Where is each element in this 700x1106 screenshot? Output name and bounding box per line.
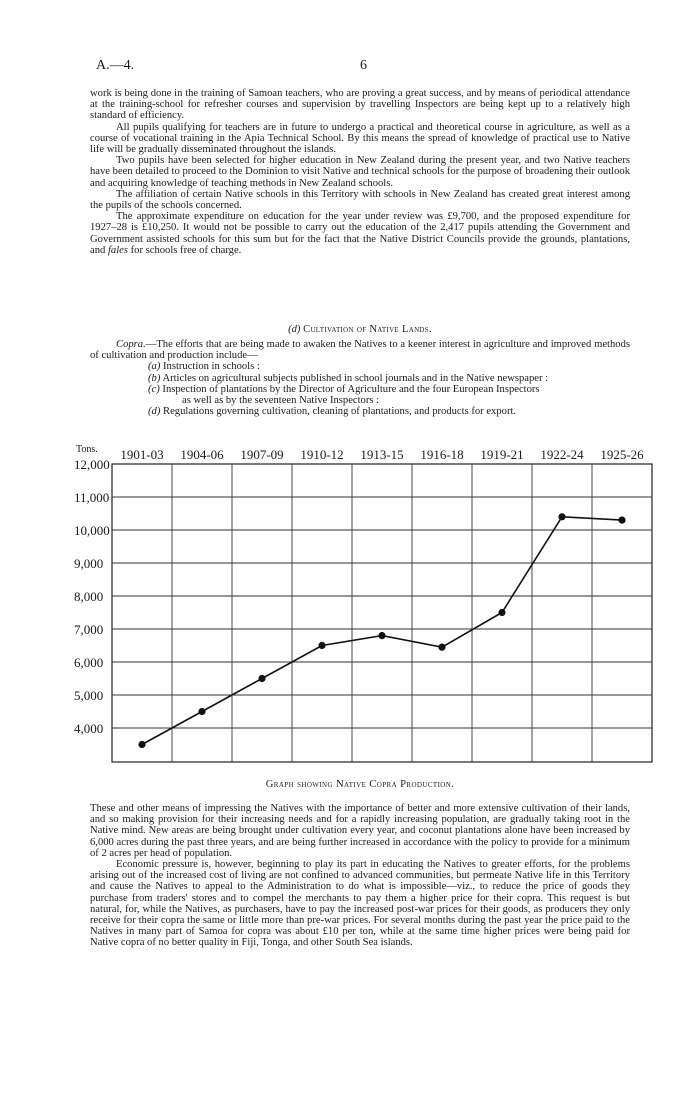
x-category-label: 1904-06 <box>180 447 224 462</box>
section-heading: (d) Cultivation of Native Lands. <box>288 324 432 335</box>
document-reference: A.—4. <box>96 58 135 73</box>
data-point <box>438 644 445 651</box>
y-tick-label: 9,000 <box>74 556 104 571</box>
y-tick-label: 10,000 <box>74 523 110 538</box>
data-point <box>378 632 385 639</box>
page-number: 6 <box>360 58 367 73</box>
y-tick-label: 8,000 <box>74 589 104 604</box>
paragraph-impressing-natives: These and other means of impressing the Natives with the importance of better and more extensive cultivation of their lands, and so making provision for their increasing needs and for a rapidly increasing population, are gradually taking root in the Native mind. New areas are being brought under cultivation every year, and coconut plantations alone have been increased by 6,000 acres during the past three years, and are being further increased in accordance with the policy to provide for a minimum of 2 acres per head of population. <box>90 803 630 859</box>
y-tick-label: 5,000 <box>74 688 104 703</box>
series-line <box>142 517 622 745</box>
paragraph-higher-education: Two pupils have been selected for higher education in New Zealand during the present year, and two Native teachers have been detailed to proceed to the Dominion to visit Native and technical schools for the purpose of broadening their outlook and acquiring knowledge of teaching methods in New Zealand schools. <box>90 155 630 189</box>
list-item-continuation: as well as by the seventeen Native Inspectors : <box>182 395 380 407</box>
y-tick-label: 12,000 <box>74 457 110 472</box>
paragraph-teacher-training: work is being done in the training of Samoan teachers, who are proving a great success, and by means of periodical attendance at the training-school for refresher courses and supervision by travelling Inspectors are being kept up to a relatively high standard of efficiency. <box>90 88 630 122</box>
x-category-label: 1913-15 <box>360 447 404 462</box>
data-point <box>318 642 325 649</box>
list-item: (b) Articles on agricultural subjects published in school journals and in the Native newspaper : <box>148 372 549 384</box>
list-item: (c) Inspection of plantations by the Director of Agriculture and the four European Inspectors <box>148 383 540 395</box>
data-point <box>258 675 265 682</box>
x-category-label: 1916-18 <box>420 447 464 462</box>
data-point <box>498 609 505 616</box>
education-text-block <box>90 88 630 256</box>
copra-production-chart <box>0 440 700 770</box>
closing-text-block <box>90 803 630 949</box>
paragraph-affiliation: The affiliation of certain Native schools in this Territory with schools in New Zealand has created great interest among the pupils of the schools concerned. <box>90 188 630 212</box>
paragraph-agriculture-course: All pupils qualifying for teachers are in future to undergo a practical and theoretical course in agriculture, as well as a course of vocational training in the Apia Technical School. By this means the spread of knowledge of practical use to Native life will be gradually disseminated throughout the islands. <box>90 121 630 156</box>
x-category-label: 1910-12 <box>300 447 344 462</box>
x-category-label: 1922-24 <box>540 447 584 462</box>
paragraph-economic-pressure: Economic pressure is, however, beginning to play its part in educating the Natives to greater efforts, for the problems arising out of the increased cost of living are not confined to advanced communities, but permeate Native life in this Territory and cause the Natives to appeal to the Administration to do what is impossible—viz., to reduce the price of goods they purchase from traders' stores and to compel the merchants to pay them a higher price for their copra. This request is but natural, for, while the Natives, as purchasers, have to pay the increased post-war prices for their goods, as producers they only receive for their copra the same or little more than pre-war prices. For several months during the past year the price paid to the Natives in many part of Samoa for copra was about £10 per ton, while at the same time higher prices were being paid for Native copra of no better quality in Fiji, Tonga, and other South Sea islands. <box>90 859 630 949</box>
data-point <box>138 741 145 748</box>
y-tick-label: 4,000 <box>74 721 104 736</box>
data-point <box>198 708 205 715</box>
x-category-label: 1925-26 <box>600 447 644 462</box>
copra-text-block <box>90 339 630 417</box>
list-item: (d) Regulations governing cultivation, cleaning of plantations, and products for export. <box>148 406 517 418</box>
y-tick-label: 11,000 <box>74 490 110 505</box>
y-tick-label: 7,000 <box>74 622 104 637</box>
x-category-label: 1907-09 <box>240 447 284 462</box>
x-category-label: 1901-03 <box>120 447 164 462</box>
paragraph-copra-intro: Copra.—The efforts that are being made to awaken the Natives to a keener interest in agriculture and improved methods of cultivation and production include— <box>90 339 630 362</box>
data-point <box>558 513 565 520</box>
list-item: (a) Instruction in schools : <box>148 361 260 373</box>
data-point <box>618 517 625 524</box>
paragraph-expenditure: The approximate expenditure on education for the year under review was £9,700, and the proposed expenditure for 1927–28 is £10,250. It would not be possible to carry out the education of the 2,417 pupils attending the Government and Government assisted schools for this sum but for the fact that the Native District Councils provide the grounds, plantations, and fales for schools free of charge. <box>90 211 630 256</box>
y-tick-label: 6,000 <box>74 655 104 670</box>
y-axis-label: Tons. <box>76 444 98 455</box>
x-category-label: 1919-21 <box>480 447 524 462</box>
chart-caption: Graph showing Native Copra Production. <box>265 779 455 790</box>
